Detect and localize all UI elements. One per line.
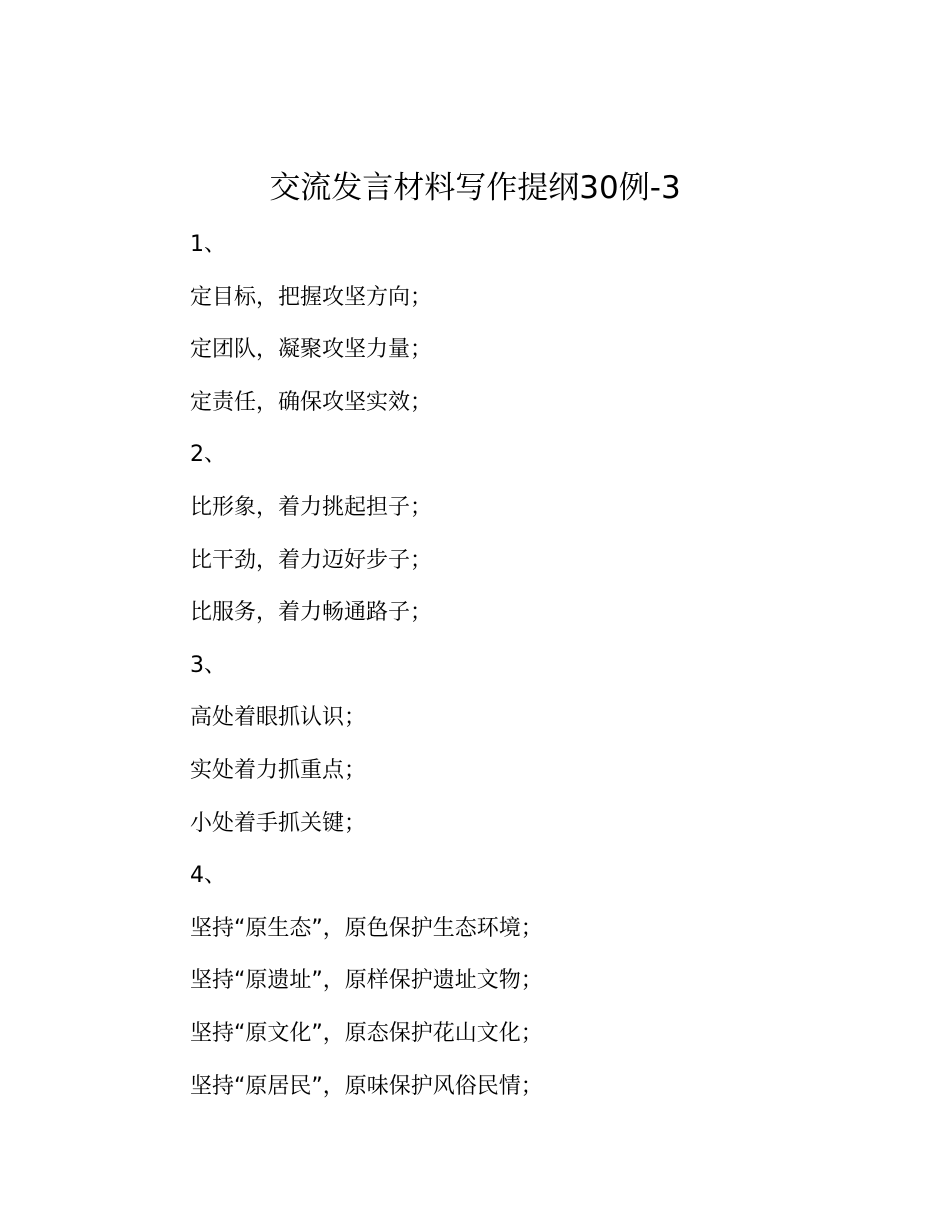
section-number: 1、 [190, 232, 226, 257]
outline-line: 高处着眼抓认识； [190, 705, 367, 731]
outline-line: 比服务，着力畅通路子； [190, 600, 433, 626]
outline-line: 小处着手抓关键； [190, 810, 367, 836]
outline-line: 比形象，着力挑起担子； [190, 494, 433, 520]
outline-line: 坚持“原遗址”，原样保护遗址文物； [190, 968, 543, 994]
outline-line: 坚持“原居民”，原味保护风俗民情； [190, 1073, 543, 1099]
outline-line: 比干劲，着力迈好步子； [190, 547, 433, 573]
outline-line: 定团队，凝聚攻坚力量； [190, 337, 433, 363]
outline-line: 坚持“原生态”，原色保护生态环境； [190, 915, 543, 941]
outline-line: 实处着力抓重点； [190, 757, 367, 783]
document-body [190, 222, 890, 1116]
section-number: 4、 [190, 863, 226, 889]
outline-line: 坚持“原文化”，原态保护花山文化； [190, 1020, 543, 1046]
page-title: 交流发言材料写作提纲30例-3 [269, 170, 681, 206]
outline-line: 定目标，把握攻坚方向； [190, 284, 433, 310]
section-number: 2、 [190, 442, 226, 468]
section-number: 3、 [190, 652, 226, 678]
outline-line: 定责任，确保攻坚实效； [190, 389, 433, 415]
